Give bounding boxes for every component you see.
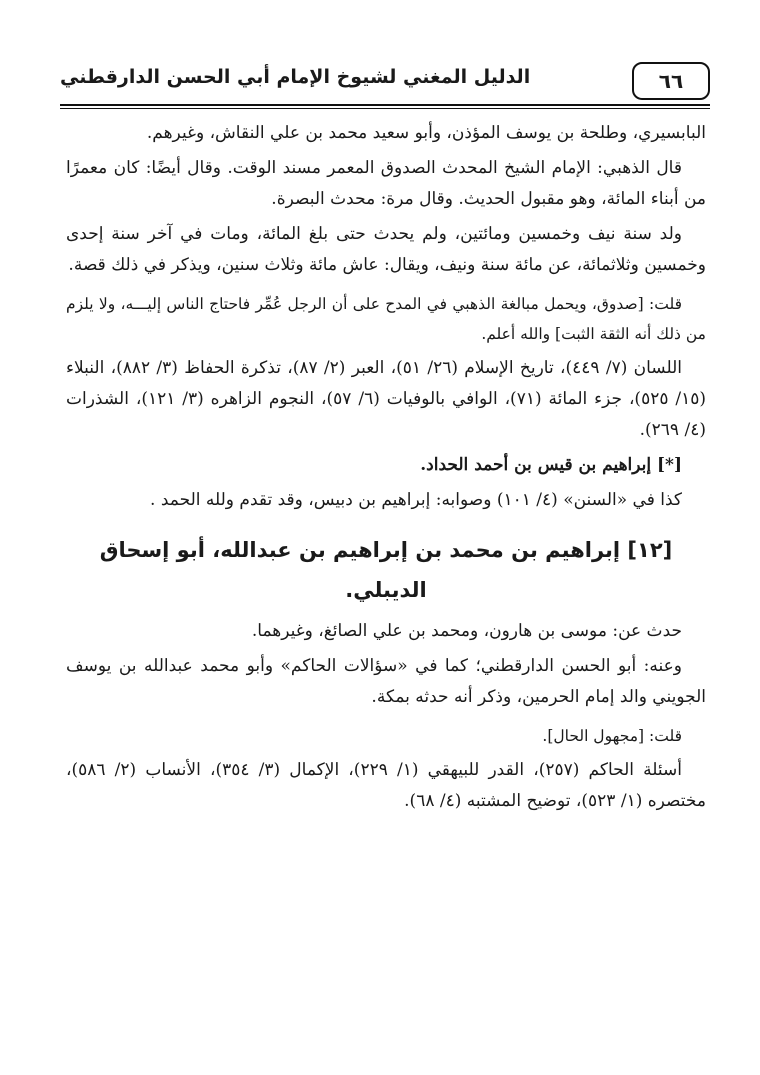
references: اللسان (٧/ ٤٤٩)، تاريخ الإسلام (٢٦/ ٥١)، العبر (٢/ ٨٧)، تذكرة الحفاظ (٣/ ٨٨٢)، النبلاء (١٥/ ٥٢٥)، جزء المائة (٧١)، الوافي بالوفيات (٦/ ٥٧)، النجوم الزاهره (٣/ ١٢١)، الشذرات (٤/ ٢٦٩). — [66, 358, 707, 440]
paragraph: كذا في «السنن» (٤/ ١٠١) وصوابه: إبراهيم بن دبيس، وقد تقدم ولله الحمد . — [150, 490, 682, 510]
paragraph: البابسيري، وطلحة بن يوسف المؤذن، وأبو سعيد محمد بن علي النقاش، وغيرهم. — [146, 123, 706, 143]
entry-title: [١٢] إبراهيم بن محمد بن إبراهيم بن عبدالله، أبو إسحاق الديبلي. — [99, 538, 673, 602]
paragraph: قال الذهبي: الإمام الشيخ المحدث الصدوق المعمر مسند الوقت. وقال أيضًا: كان معمرًا من أبناء المائة، وهو مقبول الحديث. وقال مرة: محدث البصرة. — [66, 158, 706, 209]
editor-note: قلت: [مجهول الحال]. — [542, 727, 682, 745]
header-rule — [60, 104, 710, 106]
paragraph: ولد سنة نيف وخمسين ومائتين، ولم يحدث حتى بلغ المائة، ومات في آخر سنة إحدى وخمسين وثلاثمائة، عن مائة سنة ونيف، ويقال: عاش مائة وثلاث سنين، ويذكر في ذلك قصة. — [66, 224, 706, 275]
editor-note: قلت: [صدوق، ويحمل مبالغة الذهبي في المدح على أن الرجل عُمِّر فاحتاج الناس إليـــه، ولا يلزم من ذلك أنه الثقة الثبت] والله أعلم. — [66, 295, 706, 343]
page-header — [60, 58, 710, 102]
paragraph: حدث عن: موسى بن هارون، ومحمد بن علي الصائغ، وغيرهما. — [251, 621, 682, 641]
running-title: الدليل المغني لشيوخ الإمام أبي الحسن الدارقطني — [60, 66, 531, 88]
page-number: ٦٦ — [632, 62, 710, 100]
header-rule-thin — [60, 108, 710, 109]
references: أسئلة الحاكم (٢٥٧)، القدر للبيهقي (١/ ٢٢٩)، الإكمال (٣/ ٣٥٤)، الأنساب (٢/ ٥٨٦)، مختصره (١/ ٥٢٣)، توضيح المشتبه (٤/ ٦٨). — [66, 760, 706, 811]
paragraph: وعنه: أبو الحسن الدارقطني؛ كما في «سؤالات الحاكم» وأبو محمد عبدالله بن يوسف الجويني والد إمام الحرمين، وذكر أنه حدثه بمكة. — [66, 656, 706, 707]
cross-ref-heading: [*] إبراهيم بن قيس بن أحمد الحداد. — [420, 455, 682, 475]
body-text — [66, 118, 706, 821]
